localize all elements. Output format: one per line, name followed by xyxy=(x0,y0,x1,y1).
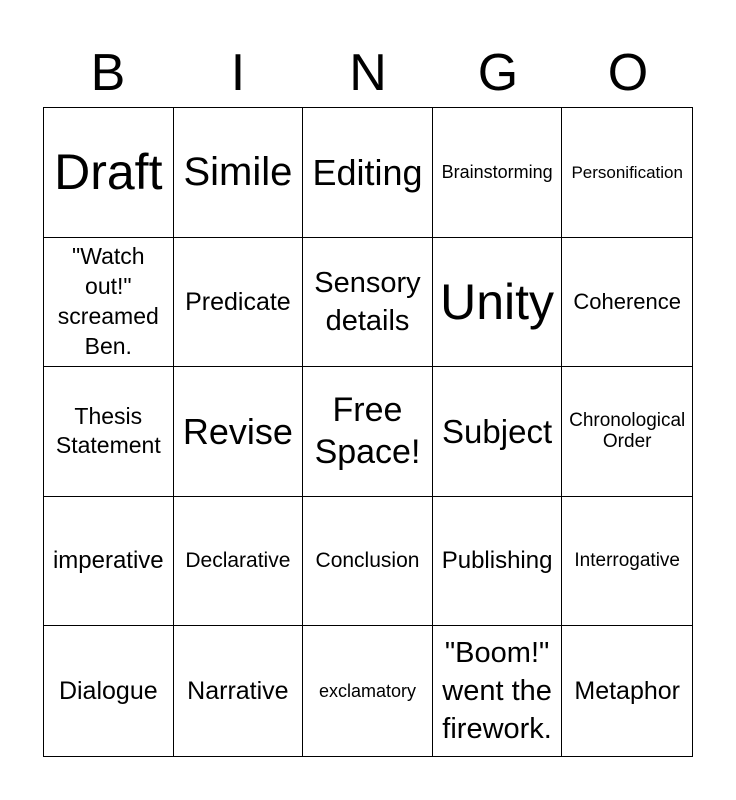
bingo-cell[interactable]: Simile xyxy=(174,108,304,238)
bingo-cell[interactable]: Subject xyxy=(433,367,563,497)
bingo-cell[interactable]: Publishing xyxy=(433,497,563,627)
bingo-cell[interactable]: Unity xyxy=(433,238,563,368)
bingo-cell[interactable]: Metaphor xyxy=(574,676,680,705)
bingo-cell[interactable]: Revise xyxy=(174,367,304,497)
bingo-cell[interactable]: imperative xyxy=(44,497,174,627)
bingo-cell[interactable]: Personification xyxy=(562,108,692,238)
bingo-cell[interactable]: "Boom!" went the firework. xyxy=(433,626,563,756)
header-letter-b: B xyxy=(90,44,126,102)
bingo-cell[interactable]: Draft xyxy=(44,108,174,238)
bingo-cell[interactable]: Conclusion xyxy=(303,497,433,627)
bingo-cell[interactable]: Declarative xyxy=(174,497,304,627)
header-letter-g: G xyxy=(477,44,519,102)
bingo-cell[interactable]: Chronological Order xyxy=(562,367,692,497)
bingo-cell[interactable]: Sensory details xyxy=(303,238,433,368)
bingo-cell[interactable]: Thesis Statement xyxy=(44,367,174,497)
bingo-cell[interactable]: exclamatory xyxy=(303,626,433,756)
bingo-cell[interactable]: Dialogue xyxy=(44,626,174,756)
header-letter-i: I xyxy=(230,44,246,102)
bingo-cell[interactable]: Interrogative xyxy=(562,497,692,627)
bingo-header xyxy=(43,42,693,104)
bingo-cell[interactable]: Predicate xyxy=(174,238,304,368)
header-letter-n: N xyxy=(349,44,387,102)
bingo-cell[interactable]: Editing xyxy=(303,108,433,238)
bingo-cell[interactable]: Brainstorming xyxy=(433,108,563,238)
bingo-cell[interactable]: Coherence xyxy=(562,238,692,368)
bingo-cell[interactable]: "Watch out!" screamed Ben. xyxy=(44,238,174,368)
bingo-cell[interactable]: Free Space! xyxy=(303,367,433,497)
header-letter-o: O xyxy=(607,44,649,102)
bingo-board xyxy=(43,107,693,757)
bingo-cell[interactable]: Narrative xyxy=(174,626,304,756)
